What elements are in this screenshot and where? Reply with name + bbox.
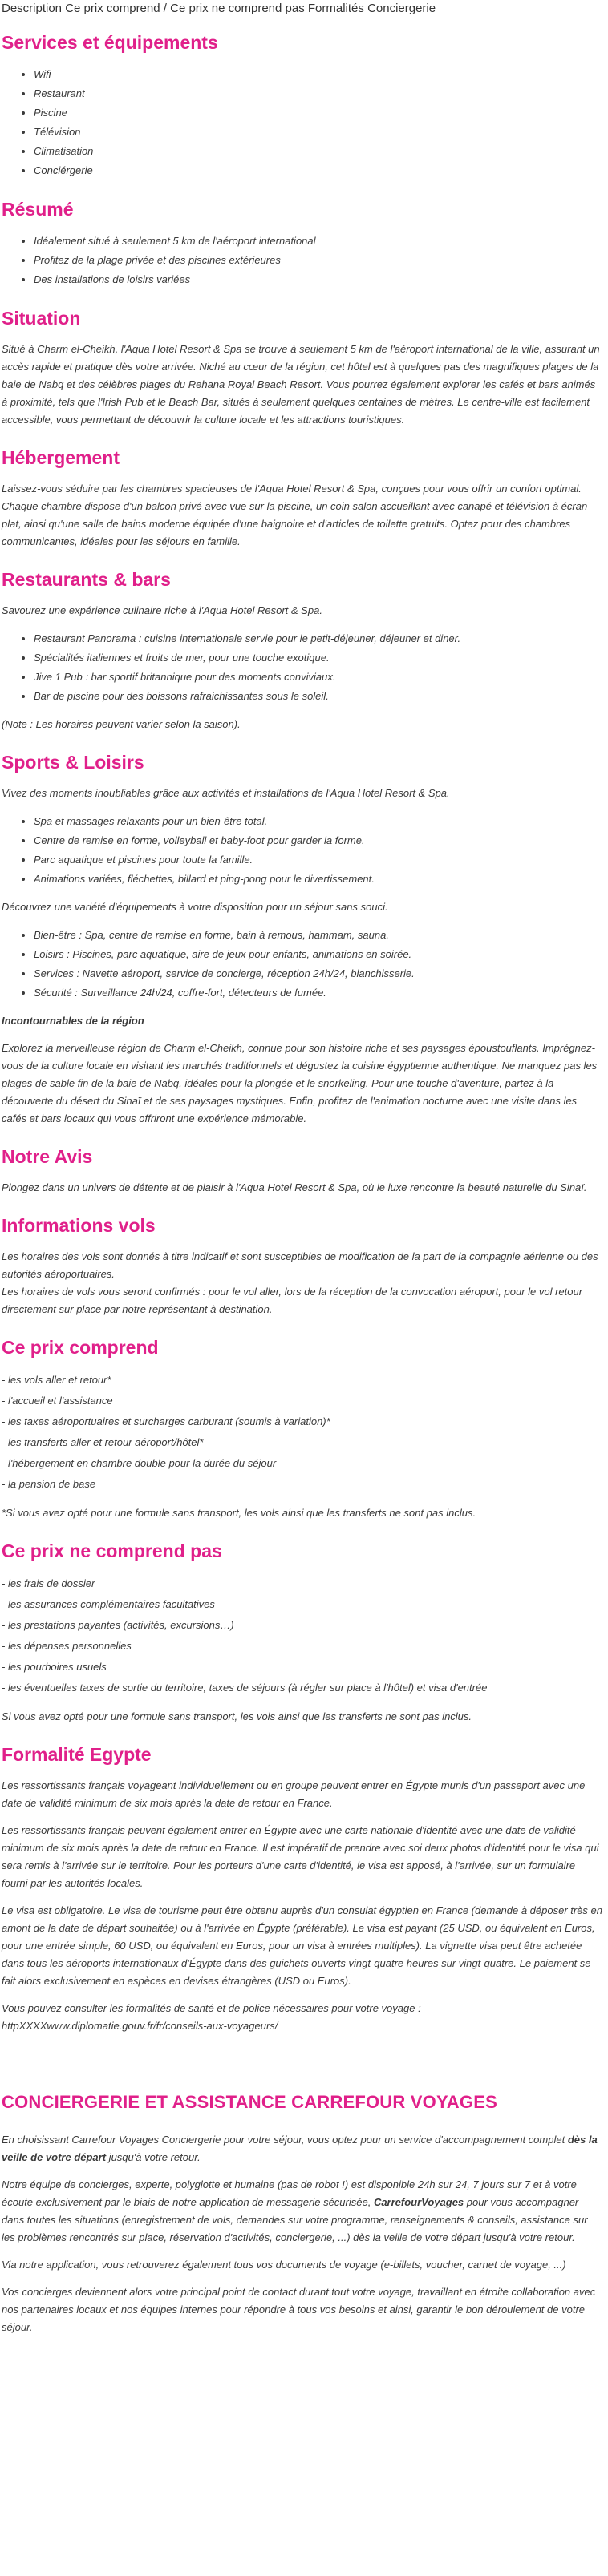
restaurants-list	[2, 629, 603, 706]
formalite-text-1: Les ressortissants français voyageant individuellement ou en groupe peuvent entrer en Égypte munis d'un passeport avec une date de validité minimum de six mois après la date de retour en France.	[2, 1779, 586, 1809]
list-item: • Services : Navette aéroport, service de concierge, réception 24h/24, blanchisserie.	[34, 964, 603, 983]
list-item: • Wifi	[34, 65, 603, 84]
hebergement-section	[2, 446, 603, 551]
list-item: - les dépenses personnelles	[2, 1640, 132, 1652]
list-item: • Loisirs : Piscines, parc aquatique, aire de jeux pour enfants, animations en soirée.	[34, 945, 603, 964]
situation-text: Situé à Charm el-Cheikh, l'Aqua Hotel Resort & Spa se trouve à seulement 5 km de l'aéroport international de la ville, assurant un accès rapide et pratique dès votre arrivée. Niché au cœur de la région, cet hôtel est à quelques pas des magnifiques plages de la baie de Nabq et des célèbres plages du Rehana Royal Beach Resort. Vous pourrez également explorer les cafés et bars animés à proximité, tels que l'Irish Pub et le Beach Bar, situés à seulement quelques centaines de mètres. Le centre-ville est facilement accessible, vous permettant de découvrir la culture locale et les attractions touristiques.	[2, 343, 600, 426]
equipements-intro: Découvrez une variété d'équipements à votre disposition pour un séjour sans souci.	[2, 901, 388, 913]
list-item: • Animations variées, fléchettes, billard et ping-pong pour le divertissement.	[34, 870, 603, 889]
conciergerie-title: CONCIERGERIE ET ASSISTANCE CARREFOUR VOYAGES	[2, 2092, 497, 2112]
list-item: • Spécialités italiennes et fruits de mer, pour une touche exotique.	[34, 648, 603, 668]
list-item: • Jive 1 Pub : bar sportif britannique pour des moments conviviaux.	[34, 668, 603, 687]
list-item: • Climatisation	[34, 142, 603, 161]
resume-title: Résumé	[2, 199, 74, 220]
sports-title: Sports & Loisirs	[2, 752, 144, 773]
bold-text: dès la veille de votre départ	[2, 2134, 598, 2163]
restaurants-section	[2, 568, 603, 733]
prix-comprend-title: Ce prix comprend	[2, 1337, 159, 1358]
list-item: • Restaurant Panorama : cuisine internationale servie pour le petit-déjeuner, déjeuner et diner.	[34, 629, 603, 648]
sports-section	[2, 751, 603, 1128]
services-title: Services et équipements	[2, 32, 218, 53]
conciergerie-section	[2, 2091, 603, 2336]
list-item: • Télévision	[34, 123, 603, 142]
avis-section	[2, 1145, 603, 1197]
situation-title: Situation	[2, 308, 81, 329]
restaurants-intro: Savourez une expérience culinaire riche à l'Aqua Hotel Resort & Spa.	[2, 604, 322, 616]
vols-text-2: Les horaires de vols vous seront confirmés : pour le vol aller, lors de la réception de la convocation aéroport, pour le vol retour directement sur place par notre représentant à destination.	[2, 1286, 583, 1315]
formalite-text-4: Vous pouvez consulter les formalités de santé et de police nécessaires pour votre voyage : httpXXXXwww.diplomatie.gouv.fr/fr/conseils-aux-voyageurs/	[2, 2002, 421, 2032]
vols-title: Informations vols	[2, 1215, 156, 1236]
list-item: - les éventuelles taxes de sortie du territoire, taxes de séjours (à régler sur place à l'hôtel) et visa d'entrée	[2, 1682, 488, 1694]
resume-section	[2, 198, 603, 289]
list-item: • Bar de piscine pour des boissons rafraichissantes sous le soleil.	[34, 687, 603, 706]
list-item: • Spa et massages relaxants pour un bien-être total.	[34, 812, 603, 831]
list-item: - les taxes aéroportuaires et surcharges carburant (soumis à variation)*	[2, 1415, 330, 1427]
tab-description[interactable]: Description	[2, 2, 63, 15]
list-item: - l'hébergement en chambre double pour la durée du séjour	[2, 1457, 277, 1469]
tab-formalites[interactable]: Formalités	[307, 2, 364, 15]
prix-non-comprend-list	[2, 1573, 603, 1698]
bold-text: CarrefourVoyages	[373, 2196, 464, 2208]
text-span: jusqu'à votre retour.	[106, 2151, 201, 2163]
conciergerie-text-4: Vos concierges deviennent alors votre principal point de contact durant tout votre voyage, travaillant en étroite collaboration avec nos partenaires locaux et nos équipes internes pour répondre à tous vos besoins et ainsi, garantir le bon déroulement de votre séjour.	[2, 2286, 596, 2333]
list-item: - les vols aller et retour*	[2, 1374, 111, 1386]
restaurants-note: (Note : Les horaires peuvent varier selon la saison).	[2, 718, 241, 730]
sports-list	[2, 812, 603, 889]
formalite-title: Formalité Egypte	[2, 1744, 152, 1765]
list-item: - l'accueil et l'assistance	[2, 1395, 113, 1407]
equipements-list	[2, 926, 603, 1003]
services-section	[2, 31, 603, 180]
list-item: • Profitez de la plage privée et des piscines extérieures	[34, 251, 603, 270]
incontournables-subtitle: Incontournables de la région	[2, 1015, 144, 1027]
list-item: • Restaurant	[34, 84, 603, 103]
hebergement-text: Laissez-vous séduire par les chambres spacieuses de l'Aqua Hotel Resort & Spa, conçues pour vous offrir un confort optimal. Chaque chambre dispose d'un balcon privé avec vue sur la piscine, un coin salon accueillant avec canapé et télévision à écran plat, ainsi qu'une salle de bains moderne équipée d'une baignoire et d'articles de toilette gratuits. Optez pour des chambres communicantes, idéales pour les séjours en famille.	[2, 482, 588, 547]
text-span: En choisissant Carrefour Voyages Conciergerie pour votre séjour, vous optez pour un service d'accompagnement complet	[2, 2134, 568, 2146]
formalite-text-3: Le visa est obligatoire. Le visa de tourisme peut être obtenu auprès d'un consulat égyptien en France (demande à déposer très en amont de la date de départ souhaitée) ou à l'arrivée en Égypte (préférable). Le visa est payant (25 USD, ou équivalent en Euros, pour une entrée simple, 60 USD, ou équivalent en Euros, pour un visa à entrées multiples). La vignette visa peut être achetée dans tous les aéroports internationaux d'Égypte dans des guichets ouverts vingt-quatre heures sur vingt-quatre. Le paiement se fait alors exclusivement en espèces en devises étrangères (USD ou Euros).	[2, 1904, 603, 1987]
resume-list	[2, 232, 603, 289]
services-list	[2, 65, 603, 180]
list-item: - les frais de dossier	[2, 1577, 95, 1589]
formalite-section	[2, 1743, 603, 2035]
text-span: Notre équipe de concierges, experte, polyglotte et humaine (pas de robot !) est disponible 24h sur 24, 7 jours sur 7 et à votre écoute exclusivement par le biais de notre application de messagerie sécurisée,	[2, 2178, 577, 2208]
tab-bar	[2, 0, 603, 17]
prix-comprend-section	[2, 1336, 603, 1522]
conciergerie-text-1	[2, 2131, 603, 2166]
list-item: - les prestations payantes (activités, excursions…)	[2, 1619, 234, 1631]
list-item: • Conciérgerie	[34, 161, 603, 180]
vols-section	[2, 1214, 603, 1318]
incontournables-text: Explorez la merveilleuse région de Charm el-Cheikh, connue pour son histoire riche et ses paysages époustouflants. Imprégnez-vous de la culture locale en visitant les marchés traditionnels et dégustez la cuisine égyptienne authentique. Ne manquez pas les plages de sable fin de la baie de Nabq, idéales pour la plongée et le snorkeling. Pour une touche d'aventure, partez à la découverte du désert du Sinaï et de ses paysages mystiques. Enfin, profitez de l'animation nocturne avec une visite dans les cafés et bars locaux qui vous offriront une expérience mémorable.	[2, 1042, 598, 1124]
list-item: • Sécurité : Surveillance 24h/24, coffre-fort, détecteurs de fumée.	[34, 983, 603, 1003]
situation-section	[2, 307, 603, 429]
list-item: • Des installations de loisirs variées	[34, 270, 603, 289]
hebergement-title: Hébergement	[2, 447, 120, 468]
prix-comprend-list	[2, 1370, 603, 1495]
list-item: - la pension de base	[2, 1478, 96, 1490]
list-item: • Idéalement situé à seulement 5 km de l'aéroport international	[34, 232, 603, 251]
list-item: - les pourboires usuels	[2, 1661, 107, 1673]
conciergerie-text-3: Via notre application, vous retrouverez également tous vos documents de voyage (e-billets, voucher, carnet de voyage, ...)	[2, 2259, 566, 2271]
restaurants-title: Restaurants & bars	[2, 569, 171, 590]
prix-comprend-note: *Si vous avez opté pour une formule sans transport, les vols ainsi que les transferts ne sont pas inclus.	[2, 1507, 476, 1519]
list-item: - les transferts aller et retour aéroport/hôtel*	[2, 1436, 204, 1448]
text-span: pour vous accompagner dans toutes les situations (enregistrement de vols, demandes sur votre programme, renseignements & conseils, assistance sur les problèmes rencontrés sur place, réservation d'activités, conciergerie, ...) dès la veille de votre départ jusqu'à votre retour.	[2, 2196, 588, 2243]
tab-conciergerie[interactable]: Conciergerie	[367, 2, 436, 15]
list-item: • Bien-être : Spa, centre de remise en forme, bain à remous, hammam, sauna.	[34, 926, 603, 945]
list-item: • Parc aquatique et piscines pour toute la famille.	[34, 850, 603, 870]
tab-prix-comprend[interactable]: Ce prix comprend	[65, 2, 160, 15]
tab-separator: /	[160, 2, 171, 15]
tab-prix-non-comprend[interactable]: Ce prix ne comprend pas	[170, 2, 305, 15]
formalite-text-2: Les ressortissants français peuvent également entrer en Égypte avec une carte nationale d'identité avec une date de validité minimum de six mois après la date de retour en France. Il est impératif de prendre avec soi deux photos d'identité pour le visa qui sera remis à l'arrivée sur le territoire. Pour les porteurs d'une carte d'identité, le visa est apposé, à l'arrivée, sur un formulaire fourni par les autorités locales.	[2, 1824, 599, 1889]
sports-intro: Vivez des moments inoubliables grâce aux activités et installations de l'Aqua Hotel Resort & Spa.	[2, 787, 450, 799]
prix-non-comprend-title: Ce prix ne comprend pas	[2, 1540, 222, 1561]
list-item: • Centre de remise en forme, volleyball et baby-foot pour garder la forme.	[34, 831, 603, 850]
vols-text-1: Les horaires des vols sont donnés à titre indicatif et sont susceptibles de modification de la part de la compagnie aérienne ou des autorités aéroportuaires.	[2, 1250, 598, 1280]
conciergerie-text-2	[2, 2176, 603, 2247]
list-item: • Piscine	[34, 103, 603, 123]
avis-title: Notre Avis	[2, 1146, 93, 1167]
list-item: - les assurances complémentaires facultatives	[2, 1598, 215, 1610]
avis-text: Plongez dans un univers de détente et de plaisir à l'Aqua Hotel Resort & Spa, où le luxe rencontre la beauté naturelle du Sinaï.	[2, 1181, 587, 1193]
prix-non-comprend-note: Si vous avez opté pour une formule sans transport, les vols ainsi que les transferts ne sont pas inclus.	[2, 1710, 472, 1722]
prix-non-comprend-section	[2, 1540, 603, 1726]
